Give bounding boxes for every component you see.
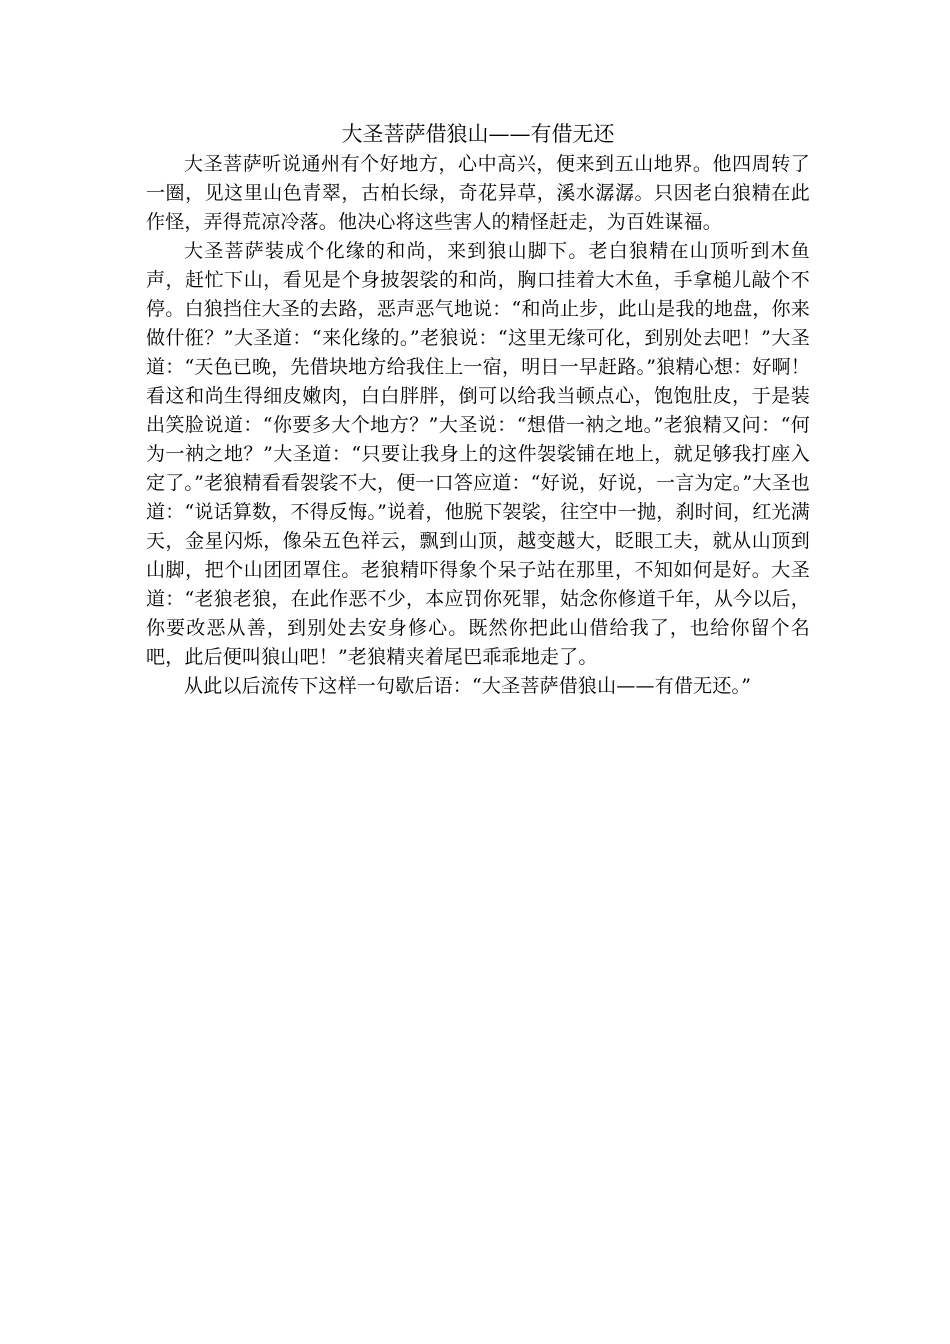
document-body — [146, 118, 810, 701]
document-title: 大圣菩萨借狼山——有借无还 — [341, 122, 615, 146]
paragraph-intro: 大圣菩萨听说通州有个好地方，心中高兴，便来到五山地界。他四周转了一圈，见这里山色青翠，古柏长绿，奇花异草，溪水潺潺。只因老白狼精在此作怪，弄得荒凉冷落。他决心将这些害人的精怪赶走，为百姓谋福。 — [146, 153, 810, 233]
paragraph-story: 大圣菩萨装成个化缘的和尚，来到狼山脚下。老白狼精在山顶听到木鱼声，赶忙下山，看见是个身披袈裟的和尚，胸口挂着大木鱼，手拿槌儿敲个不停。白狼挡住大圣的去路，恶声恶气地说：“和尚止步，此山是我的地盘，你来做什俇？”大圣道：“来化缘的。”老狼说：“这里无缘可化，到别处去吧！”大圣道：“天色已晚，先借块地方给我住上一宿，明日一早赶路。”狼精心想：好啊！看这和尚生得细皮嫩肉，白白胖胖，倒可以给我当顿点心，饱饱肚皮，于是装出笑脸说道：“你要多大个地方？”大圣说：“想借一衲之地。”老狼精又问：“何为一衲之地？”大圣道：“只要让我身上的这件袈裟铺在地上，就足够我打座入定了。”老狼精看看袈裟不大，便一口答应道：“好说，好说，一言为定。”大圣也道：“说话算数，不得反悔。”说着，他脱下袈裟，往空中一抛，刹时间，红光满天，金星闪烁，像朵五色祥云，飘到山顶，越变越大，眨眼工夫，就从山顶到山脚，把个山团团罩住。老狼精吓得象个呆子站在那里，不知如何是好。大圣道：“老狼老狼，在此作恶不少，本应罚你死罪，姑念你修道千年，从今以后，你要改恶从善，到别处去安身修心。既然你把此山借给我了，也给你留个名吧，此后便叫狼山吧！”老狼精夹着尾巴乖乖地走了。 — [146, 240, 810, 668]
paragraph-saying: 从此以后流传下这样一句歇后语：“大圣菩萨借狼山——有借无还。” — [184, 675, 752, 697]
